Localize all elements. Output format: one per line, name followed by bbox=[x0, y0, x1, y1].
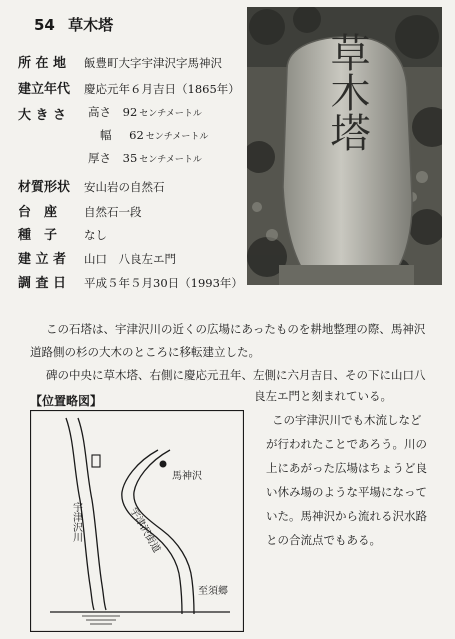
side-text-line: この宇津沢川でも木流しなど bbox=[272, 413, 422, 427]
square-marker bbox=[92, 455, 100, 467]
body-paragraph-2-line-1: 碑の中央に草木塔、右側に慶応元丑年、左側に六月吉日、その下に山口八 bbox=[46, 368, 426, 382]
dim-label: 幅 bbox=[100, 128, 112, 142]
photo-inscription: 草木塔 bbox=[324, 32, 370, 152]
dim-amount: 62 bbox=[129, 128, 144, 142]
prop-survey-date bbox=[18, 272, 243, 292]
prop-height bbox=[88, 104, 202, 120]
prop-depth bbox=[88, 150, 202, 166]
prop-size bbox=[18, 104, 84, 124]
dim-label: 高さ bbox=[88, 105, 111, 119]
dim-amount: 92 bbox=[122, 105, 138, 119]
river-label: 宇津沢川 bbox=[70, 502, 82, 542]
body-paragraph-1-line-2: 道路側の杉の大木のところに移転建立した。 bbox=[30, 345, 260, 359]
side-text-line: 上にあがった広場はちょうど良 bbox=[266, 461, 427, 475]
prop-label: 所 在 地 bbox=[18, 56, 67, 71]
dim-unit: センチメートル bbox=[139, 155, 202, 165]
place-label: 馬神沢 bbox=[172, 471, 202, 482]
body-paragraph-1-line-1: この石塔は、宇津沢川の近くの広場にあったものを耕地整理の際、馬神沢 bbox=[46, 322, 426, 336]
side-text-line: が行われたことであろう。川の bbox=[266, 437, 427, 451]
prop-seed bbox=[18, 224, 107, 244]
prop-label: 調 査 日 bbox=[18, 276, 67, 291]
prop-pedestal bbox=[18, 201, 142, 221]
prop-value: 平成５年５月30日（1993年） bbox=[84, 276, 243, 290]
body-paragraph-2-line-2: 良左エ門と刻まれている。 bbox=[254, 389, 392, 403]
map-title: 【位置略図】 bbox=[30, 394, 103, 408]
prop-value: なし bbox=[84, 228, 107, 242]
side-text-line: いた。馬神沢から流れる沢水路 bbox=[266, 509, 427, 523]
entry-title: 草木塔 bbox=[68, 16, 114, 34]
dim-unit: センチメートル bbox=[139, 109, 202, 119]
location-map bbox=[30, 410, 244, 632]
prop-value: 自然石一段 bbox=[84, 205, 142, 219]
dim-amount: 35 bbox=[122, 151, 138, 165]
prop-value: 山口 八良左エ門 bbox=[84, 252, 176, 266]
prop-label: 建立年代 bbox=[18, 82, 71, 97]
prop-value: 飯豊町大字宇津沢字馬神沢 bbox=[84, 56, 222, 70]
prop-material bbox=[18, 176, 165, 196]
prop-location bbox=[18, 52, 222, 72]
prop-width bbox=[100, 127, 208, 143]
side-text-line: い休み場のような平場になって bbox=[266, 485, 427, 499]
prop-year bbox=[18, 78, 240, 98]
dim-unit: センチメートル bbox=[145, 132, 209, 142]
prop-label: 台 座 bbox=[18, 205, 58, 220]
prop-label: 建 立 者 bbox=[18, 252, 67, 267]
side-text-line: との合流点でもある。 bbox=[266, 533, 381, 547]
monument-photo bbox=[247, 7, 442, 285]
dest-label: 至須郷 bbox=[198, 586, 228, 597]
entry-number: 54 bbox=[34, 16, 55, 34]
prop-label: 大 き さ bbox=[18, 108, 67, 123]
page-title bbox=[34, 14, 113, 35]
road-label: 宇津沢街道 bbox=[127, 506, 162, 555]
prop-label: 種 子 bbox=[18, 228, 58, 243]
prop-value: 安山岩の自然石 bbox=[84, 180, 165, 194]
prop-label: 材質形状 bbox=[18, 180, 71, 195]
monument-marker bbox=[160, 461, 167, 468]
prop-builder bbox=[18, 248, 176, 268]
prop-value: 慶応元年６月吉日（1865年） bbox=[84, 82, 240, 96]
dim-label: 厚さ bbox=[88, 151, 111, 165]
